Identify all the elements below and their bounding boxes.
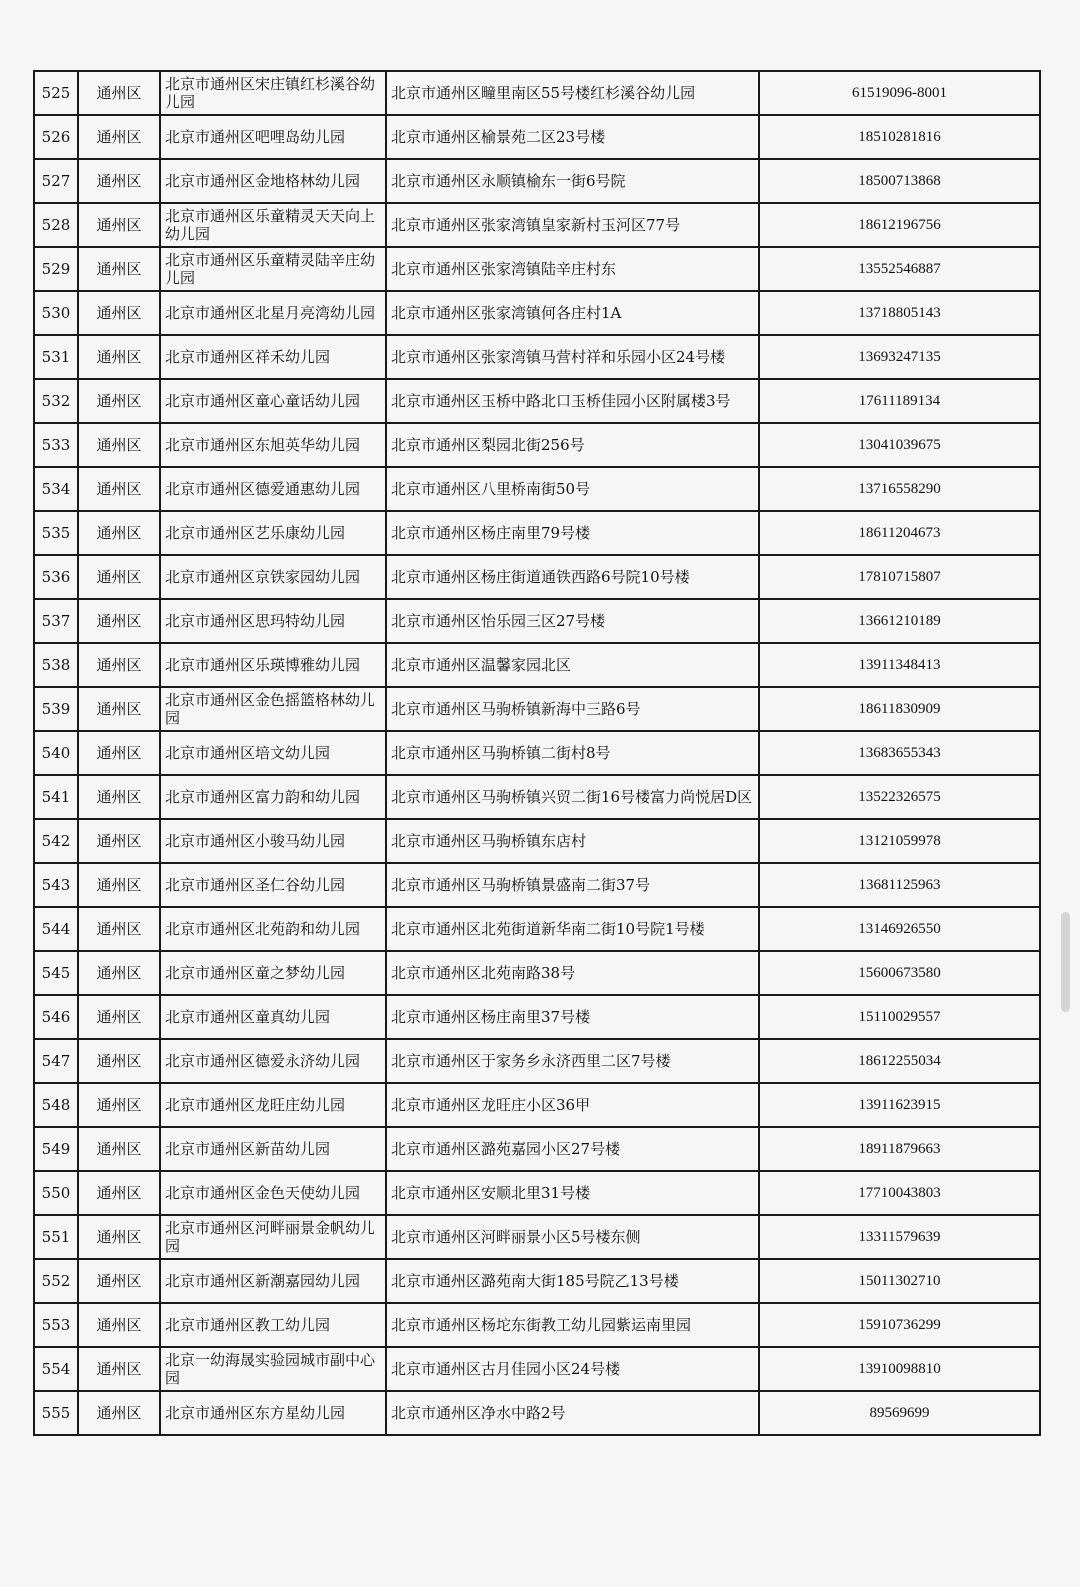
row-number: 534 [34, 467, 78, 511]
row-number: 535 [34, 511, 78, 555]
row-number: 536 [34, 555, 78, 599]
row-number: 552 [34, 1259, 78, 1303]
address-cell: 北京市通州区张家湾镇陆辛庄村东 [386, 247, 759, 291]
phone-cell: 17810715807 [759, 555, 1040, 599]
table-row [34, 951, 1040, 995]
table-row [34, 555, 1040, 599]
kindergarten-name-cell: 北京市通州区德爱通惠幼儿园 [160, 467, 386, 511]
phone-cell: 18612196756 [759, 203, 1040, 247]
kindergarten-name-cell: 北京市通州区龙旺庄幼儿园 [160, 1083, 386, 1127]
table-row [34, 1127, 1040, 1171]
address-cell: 北京市通州区杨庄街道通铁西路6号院10号楼 [386, 555, 759, 599]
table-row [34, 1039, 1040, 1083]
district-cell: 通州区 [78, 1347, 160, 1391]
kindergarten-name-cell: 北京市通州区培文幼儿园 [160, 731, 386, 775]
table-row [34, 1347, 1040, 1391]
kindergarten-name-cell: 北京市通州区乐童精灵陆辛庄幼儿园 [160, 247, 386, 291]
table-row [34, 1171, 1040, 1215]
kindergarten-name-cell: 北京市通州区东方星幼儿园 [160, 1391, 386, 1435]
district-cell: 通州区 [78, 907, 160, 951]
kindergarten-name-cell: 北京市通州区金色摇篮格林幼儿园 [160, 687, 386, 731]
address-cell: 北京市通州区马驹桥镇新海中三路6号 [386, 687, 759, 731]
phone-cell: 13911348413 [759, 643, 1040, 687]
table-body [34, 71, 1040, 1435]
table-row [34, 995, 1040, 1039]
row-number: 529 [34, 247, 78, 291]
district-cell: 通州区 [78, 731, 160, 775]
kindergarten-name-cell: 北京市通州区东旭英华幼儿园 [160, 423, 386, 467]
row-number: 553 [34, 1303, 78, 1347]
table-row [34, 1391, 1040, 1435]
row-number: 543 [34, 863, 78, 907]
phone-cell: 13552546887 [759, 247, 1040, 291]
kindergarten-name-cell: 北京市通州区金色天使幼儿园 [160, 1171, 386, 1215]
district-cell: 通州区 [78, 599, 160, 643]
kindergarten-name-cell: 北京市通州区北苑韵和幼儿园 [160, 907, 386, 951]
table-row [34, 1303, 1040, 1347]
phone-cell: 61519096-8001 [759, 71, 1040, 115]
table-row [34, 819, 1040, 863]
address-cell: 北京市通州区杨庄南里79号楼 [386, 511, 759, 555]
phone-cell: 18911879663 [759, 1127, 1040, 1171]
table-row [34, 1259, 1040, 1303]
row-number: 532 [34, 379, 78, 423]
address-cell: 北京市通州区河畔丽景小区5号楼东侧 [386, 1215, 759, 1259]
address-cell: 北京市通州区于家务乡永济西里二区7号楼 [386, 1039, 759, 1083]
district-cell: 通州区 [78, 687, 160, 731]
address-cell: 北京市通州区疃里南区55号楼红杉溪谷幼儿园 [386, 71, 759, 115]
address-cell: 北京市通州区马驹桥镇景盛南二街37号 [386, 863, 759, 907]
district-cell: 通州区 [78, 1039, 160, 1083]
row-number: 526 [34, 115, 78, 159]
address-cell: 北京市通州区八里桥南街50号 [386, 467, 759, 511]
row-number: 538 [34, 643, 78, 687]
address-cell: 北京市通州区杨庄南里37号楼 [386, 995, 759, 1039]
address-cell: 北京市通州区张家湾镇何各庄村1A [386, 291, 759, 335]
table-row [34, 907, 1040, 951]
address-cell: 北京市通州区怡乐园三区27号楼 [386, 599, 759, 643]
phone-cell: 89569699 [759, 1391, 1040, 1435]
table-row [34, 687, 1040, 731]
address-cell: 北京市通州区梨园北街256号 [386, 423, 759, 467]
district-cell: 通州区 [78, 863, 160, 907]
row-number: 540 [34, 731, 78, 775]
phone-cell: 18612255034 [759, 1039, 1040, 1083]
district-cell: 通州区 [78, 995, 160, 1039]
row-number: 537 [34, 599, 78, 643]
table-row [34, 291, 1040, 335]
kindergarten-name-cell: 北京市通州区河畔丽景金帆幼儿园 [160, 1215, 386, 1259]
kindergarten-name-cell: 北京市通州区乐童精灵天天向上幼儿园 [160, 203, 386, 247]
kindergarten-name-cell: 北京市通州区新苗幼儿园 [160, 1127, 386, 1171]
district-cell: 通州区 [78, 203, 160, 247]
kindergarten-name-cell: 北京市通州区圣仁谷幼儿园 [160, 863, 386, 907]
address-cell: 北京市通州区杨坨东街教工幼儿园紫运南里园 [386, 1303, 759, 1347]
kindergarten-name-cell: 北京一幼海晟实验园城市副中心园 [160, 1347, 386, 1391]
row-number: 547 [34, 1039, 78, 1083]
kindergarten-name-cell: 北京市通州区思玛特幼儿园 [160, 599, 386, 643]
phone-cell: 13146926550 [759, 907, 1040, 951]
phone-cell: 15110029557 [759, 995, 1040, 1039]
kindergarten-name-cell: 北京市通州区艺乐康幼儿园 [160, 511, 386, 555]
phone-cell: 18500713868 [759, 159, 1040, 203]
district-cell: 通州区 [78, 467, 160, 511]
phone-cell: 13910098810 [759, 1347, 1040, 1391]
address-cell: 北京市通州区北苑街道新华南二街10号院1号楼 [386, 907, 759, 951]
kindergarten-name-cell: 北京市通州区童之梦幼儿园 [160, 951, 386, 995]
district-cell: 通州区 [78, 819, 160, 863]
table-row [34, 731, 1040, 775]
address-cell: 北京市通州区榆景苑二区23号楼 [386, 115, 759, 159]
vertical-scrollbar[interactable] [1061, 912, 1070, 1012]
address-cell: 北京市通州区净水中路2号 [386, 1391, 759, 1435]
district-cell: 通州区 [78, 291, 160, 335]
district-cell: 通州区 [78, 423, 160, 467]
phone-cell: 13121059978 [759, 819, 1040, 863]
district-cell: 通州区 [78, 71, 160, 115]
phone-cell: 13693247135 [759, 335, 1040, 379]
table-row [34, 379, 1040, 423]
table-row [34, 203, 1040, 247]
address-cell: 北京市通州区马驹桥镇东店村 [386, 819, 759, 863]
table-row [34, 71, 1040, 115]
row-number: 539 [34, 687, 78, 731]
row-number: 533 [34, 423, 78, 467]
address-cell: 北京市通州区永顺镇榆东一街6号院 [386, 159, 759, 203]
row-number: 546 [34, 995, 78, 1039]
row-number: 550 [34, 1171, 78, 1215]
phone-cell: 18611830909 [759, 687, 1040, 731]
address-cell: 北京市通州区龙旺庄小区36甲 [386, 1083, 759, 1127]
address-cell: 北京市通州区潞苑南大街185号院乙13号楼 [386, 1259, 759, 1303]
district-cell: 通州区 [78, 775, 160, 819]
table-row [34, 247, 1040, 291]
district-cell: 通州区 [78, 247, 160, 291]
table-row [34, 511, 1040, 555]
district-cell: 通州区 [78, 379, 160, 423]
kindergarten-name-cell: 北京市通州区宋庄镇红杉溪谷幼儿园 [160, 71, 386, 115]
phone-cell: 17611189134 [759, 379, 1040, 423]
table-row [34, 1215, 1040, 1259]
phone-cell: 15011302710 [759, 1259, 1040, 1303]
phone-cell: 15600673580 [759, 951, 1040, 995]
phone-cell: 17710043803 [759, 1171, 1040, 1215]
table-row [34, 335, 1040, 379]
kindergarten-name-cell: 北京市通州区新潮嘉园幼儿园 [160, 1259, 386, 1303]
row-number: 549 [34, 1127, 78, 1171]
district-cell: 通州区 [78, 555, 160, 599]
address-cell: 北京市通州区潞苑嘉园小区27号楼 [386, 1127, 759, 1171]
kindergarten-name-cell: 北京市通州区德爱永济幼儿园 [160, 1039, 386, 1083]
row-number: 551 [34, 1215, 78, 1259]
phone-cell: 13522326575 [759, 775, 1040, 819]
row-number: 542 [34, 819, 78, 863]
district-cell: 通州区 [78, 643, 160, 687]
row-number: 544 [34, 907, 78, 951]
district-cell: 通州区 [78, 1083, 160, 1127]
row-number: 554 [34, 1347, 78, 1391]
address-cell: 北京市通州区北苑南路38号 [386, 951, 759, 995]
row-number: 541 [34, 775, 78, 819]
district-cell: 通州区 [78, 1391, 160, 1435]
phone-cell: 15910736299 [759, 1303, 1040, 1347]
kindergarten-name-cell: 北京市通州区教工幼儿园 [160, 1303, 386, 1347]
phone-cell: 13716558290 [759, 467, 1040, 511]
table-row [34, 643, 1040, 687]
table-row [34, 1083, 1040, 1127]
address-cell: 北京市通州区张家湾镇马营村祥和乐园小区24号楼 [386, 335, 759, 379]
phone-cell: 13911623915 [759, 1083, 1040, 1127]
phone-cell: 13718805143 [759, 291, 1040, 335]
table-row [34, 423, 1040, 467]
kindergarten-name-cell: 北京市通州区乐瑛博雅幼儿园 [160, 643, 386, 687]
row-number: 530 [34, 291, 78, 335]
address-cell: 北京市通州区温馨家园北区 [386, 643, 759, 687]
phone-cell: 18611204673 [759, 511, 1040, 555]
kindergarten-name-cell: 北京市通州区祥禾幼儿园 [160, 335, 386, 379]
kindergarten-name-cell: 北京市通州区童心童话幼儿园 [160, 379, 386, 423]
kindergarten-name-cell: 北京市通州区金地格林幼儿园 [160, 159, 386, 203]
kindergarten-name-cell: 北京市通州区北星月亮湾幼儿园 [160, 291, 386, 335]
phone-cell: 13041039675 [759, 423, 1040, 467]
district-cell: 通州区 [78, 115, 160, 159]
address-cell: 北京市通州区安顺北里31号楼 [386, 1171, 759, 1215]
district-cell: 通州区 [78, 1127, 160, 1171]
kindergarten-name-cell: 北京市通州区童真幼儿园 [160, 995, 386, 1039]
row-number: 548 [34, 1083, 78, 1127]
phone-cell: 13683655343 [759, 731, 1040, 775]
district-cell: 通州区 [78, 1215, 160, 1259]
district-cell: 通州区 [78, 511, 160, 555]
phone-cell: 13661210189 [759, 599, 1040, 643]
kindergarten-name-cell: 北京市通州区富力韵和幼儿园 [160, 775, 386, 819]
row-number: 555 [34, 1391, 78, 1435]
kindergarten-table [33, 70, 1041, 1436]
row-number: 527 [34, 159, 78, 203]
district-cell: 通州区 [78, 159, 160, 203]
table-row [34, 467, 1040, 511]
kindergarten-name-cell: 北京市通州区京铁家园幼儿园 [160, 555, 386, 599]
address-cell: 北京市通州区玉桥中路北口玉桥佳园小区附属楼3号 [386, 379, 759, 423]
district-cell: 通州区 [78, 951, 160, 995]
kindergarten-name-cell: 北京市通州区小骏马幼儿园 [160, 819, 386, 863]
district-cell: 通州区 [78, 335, 160, 379]
row-number: 528 [34, 203, 78, 247]
district-cell: 通州区 [78, 1171, 160, 1215]
table-row [34, 775, 1040, 819]
table-row [34, 115, 1040, 159]
district-cell: 通州区 [78, 1303, 160, 1347]
phone-cell: 13681125963 [759, 863, 1040, 907]
table-row [34, 863, 1040, 907]
address-cell: 北京市通州区马驹桥镇兴贸二街16号楼富力尚悦居D区 [386, 775, 759, 819]
phone-cell: 13311579639 [759, 1215, 1040, 1259]
kindergarten-name-cell: 北京市通州区吧哩岛幼儿园 [160, 115, 386, 159]
row-number: 545 [34, 951, 78, 995]
address-cell: 北京市通州区张家湾镇皇家新村玉河区77号 [386, 203, 759, 247]
phone-cell: 18510281816 [759, 115, 1040, 159]
address-cell: 北京市通州区古月佳园小区24号楼 [386, 1347, 759, 1391]
table-row [34, 159, 1040, 203]
row-number: 525 [34, 71, 78, 115]
table-row [34, 599, 1040, 643]
row-number: 531 [34, 335, 78, 379]
address-cell: 北京市通州区马驹桥镇二街村8号 [386, 731, 759, 775]
district-cell: 通州区 [78, 1259, 160, 1303]
